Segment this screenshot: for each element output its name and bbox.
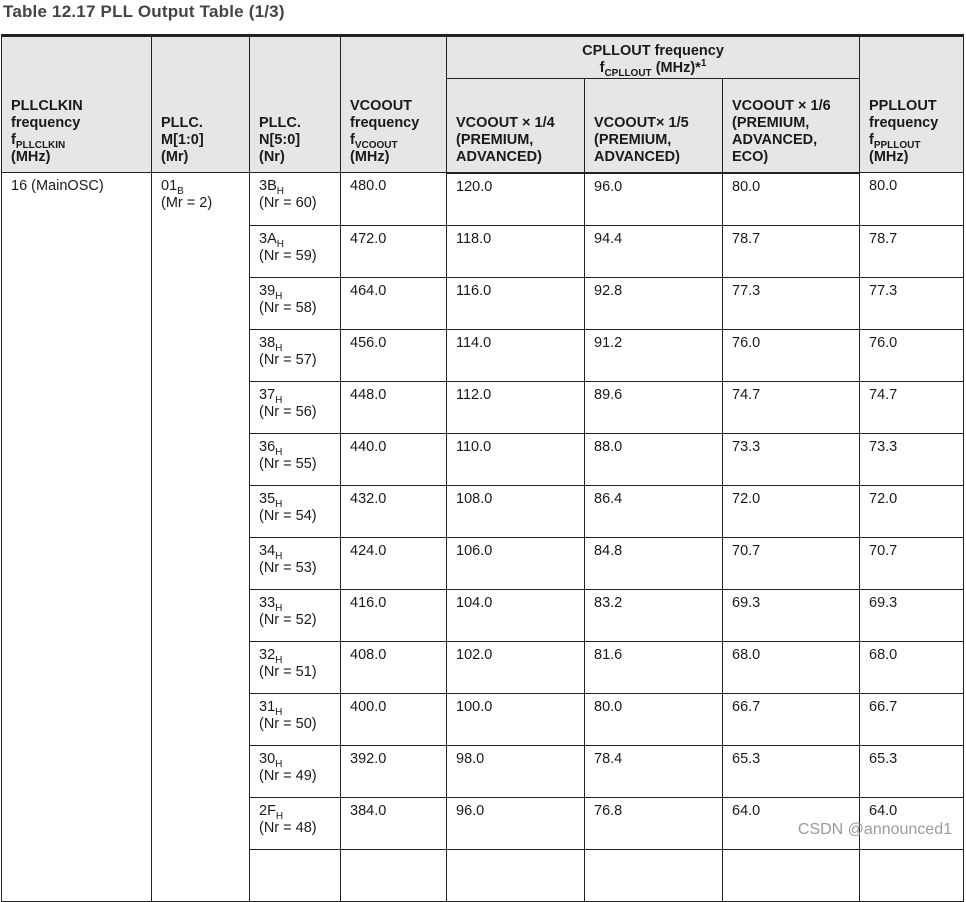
header-cpllout-frequency: CPLLOUT frequency $f_{CPLLOUT}$ (MHz)*$^1$ [447,36,860,79]
cell-div5: 86.4 [585,485,723,537]
cell-div4: 110.0 [447,433,585,485]
cell-div4: 120.0 [447,173,585,226]
cell-div4: 116.0 [447,277,585,329]
cell-div6: 69.3 [723,589,860,641]
cell-pllc-n: $35_H$ (Nr = 54) [250,485,341,537]
cell-ppllout: 65.3 [860,745,964,797]
cell-pllc-n [250,849,341,901]
cell-div4: 108.0 [447,485,585,537]
cell-div5: 92.8 [585,277,723,329]
cell-vcoout: 400.0 [341,693,447,745]
cell-ppllout: 69.3 [860,589,964,641]
cell-div6: 68.0 [723,641,860,693]
cell-div6: 72.0 [723,485,860,537]
header-pllc-n: PLLC. N[5:0] (Nr) [250,36,341,173]
header-ppllout-frequency: PPLLOUT frequency $f_{PPLLOUT}$ (MHz) [860,36,964,173]
cell-pllc-n: $31_H$ (Nr = 50) [250,693,341,745]
header-pllc-m: PLLC. M[1:0] (Mr) [152,36,250,173]
cell-div5: 78.4 [585,745,723,797]
header-vcoout-div4: VCOOUT × 1/4 (PREMIUM, ADVANCED) [447,79,585,173]
cell-div4: 96.0 [447,797,585,849]
table-row [2,173,964,226]
cell-div4: 102.0 [447,641,585,693]
cell-pllclkin: 16 (MainOSC) [2,173,152,902]
cell-vcoout [341,849,447,901]
cell-ppllout: 72.0 [860,485,964,537]
cell-div4: 106.0 [447,537,585,589]
cell-pllc-n: $3A_H$ (Nr = 59) [250,225,341,277]
cell-pllc-n: $32_H$ (Nr = 51) [250,641,341,693]
cell-div5: 96.0 [585,173,723,226]
cell-pllc-n: $33_H$ (Nr = 52) [250,589,341,641]
cell-div6: 73.3 [723,433,860,485]
cell-ppllout: 77.3 [860,277,964,329]
cell-vcoout: 440.0 [341,433,447,485]
cell-div6: 76.0 [723,329,860,381]
cell-pllc-n: $34_H$ (Nr = 53) [250,537,341,589]
cell-ppllout: 70.7 [860,537,964,589]
cell-vcoout: 432.0 [341,485,447,537]
watermark: CSDN @announced1 [797,821,952,838]
cell-pllc-m: $01_B$ (Mr = 2) [152,173,250,902]
cell-vcoout: 448.0 [341,381,447,433]
cell-ppllout: 64.0 [860,797,964,849]
cell-div6: 78.7 [723,225,860,277]
cell-vcoout: 392.0 [341,745,447,797]
cell-pllc-n: $38_H$ (Nr = 57) [250,329,341,381]
cell-div6: 64.0 [723,797,860,849]
cell-div6: 77.3 [723,277,860,329]
table-body [2,173,964,902]
cell-div5: 91.2 [585,329,723,381]
cell-div5: 89.6 [585,381,723,433]
cell-div5 [585,849,723,901]
cell-div5: 76.8 [585,797,723,849]
header-pllclkin-frequency: PLLCLKIN frequency $f_{PLLCLKIN}$ (MHz) [2,36,152,173]
cell-div6: 80.0 [723,173,860,226]
cell-vcoout: 472.0 [341,225,447,277]
cell-ppllout: 68.0 [860,641,964,693]
cell-div4 [447,849,585,901]
cell-div4: 112.0 [447,381,585,433]
cell-div5: 83.2 [585,589,723,641]
cell-div4: 118.0 [447,225,585,277]
cell-div5: 80.0 [585,693,723,745]
cell-ppllout: 66.7 [860,693,964,745]
cell-ppllout [860,849,964,901]
cell-div5: 88.0 [585,433,723,485]
cell-pllc-n: $2F_H$ (Nr = 48) [250,797,341,849]
cell-div6: 65.3 [723,745,860,797]
cell-pllc-n: $3B_H$ (Nr = 60) [250,173,341,226]
cell-vcoout: 464.0 [341,277,447,329]
cell-vcoout: 416.0 [341,589,447,641]
header-vcoout-div5: VCOOUT× 1/5 (PREMIUM, ADVANCED) [585,79,723,173]
cell-div4: 114.0 [447,329,585,381]
cell-vcoout: 384.0 [341,797,447,849]
cell-vcoout: 480.0 [341,173,447,226]
cell-div5: 84.8 [585,537,723,589]
cell-div6: 74.7 [723,381,860,433]
cell-div6: 66.7 [723,693,860,745]
cell-vcoout: 456.0 [341,329,447,381]
cell-ppllout: 80.0 [860,173,964,226]
cell-div5: 81.6 [585,641,723,693]
cell-ppllout: 73.3 [860,433,964,485]
cell-vcoout: 424.0 [341,537,447,589]
cell-div6 [723,849,860,901]
table-title: Table 12.17 PLL Output Table (1/3) [3,2,285,21]
cell-pllc-n: $36_H$ (Nr = 55) [250,433,341,485]
cell-div4: 100.0 [447,693,585,745]
cell-div4: 104.0 [447,589,585,641]
cell-div4: 98.0 [447,745,585,797]
cell-ppllout: 74.7 [860,381,964,433]
header-vcoout-div6: VCOOUT × 1/6 (PREMIUM, ADVANCED, ECO) [723,79,860,173]
cell-ppllout: 76.0 [860,329,964,381]
pll-output-table [1,34,964,902]
cell-ppllout: 78.7 [860,225,964,277]
cell-pllc-n: $37_H$ (Nr = 56) [250,381,341,433]
cell-div6: 70.7 [723,537,860,589]
cell-div5: 94.4 [585,225,723,277]
cell-vcoout: 408.0 [341,641,447,693]
cell-pllc-n: $30_H$ (Nr = 49) [250,745,341,797]
cell-pllc-n: $39_H$ (Nr = 58) [250,277,341,329]
header-vcoout-frequency: VCOOUT frequency $f_{VCOOUT}$ (MHz) [341,36,447,173]
